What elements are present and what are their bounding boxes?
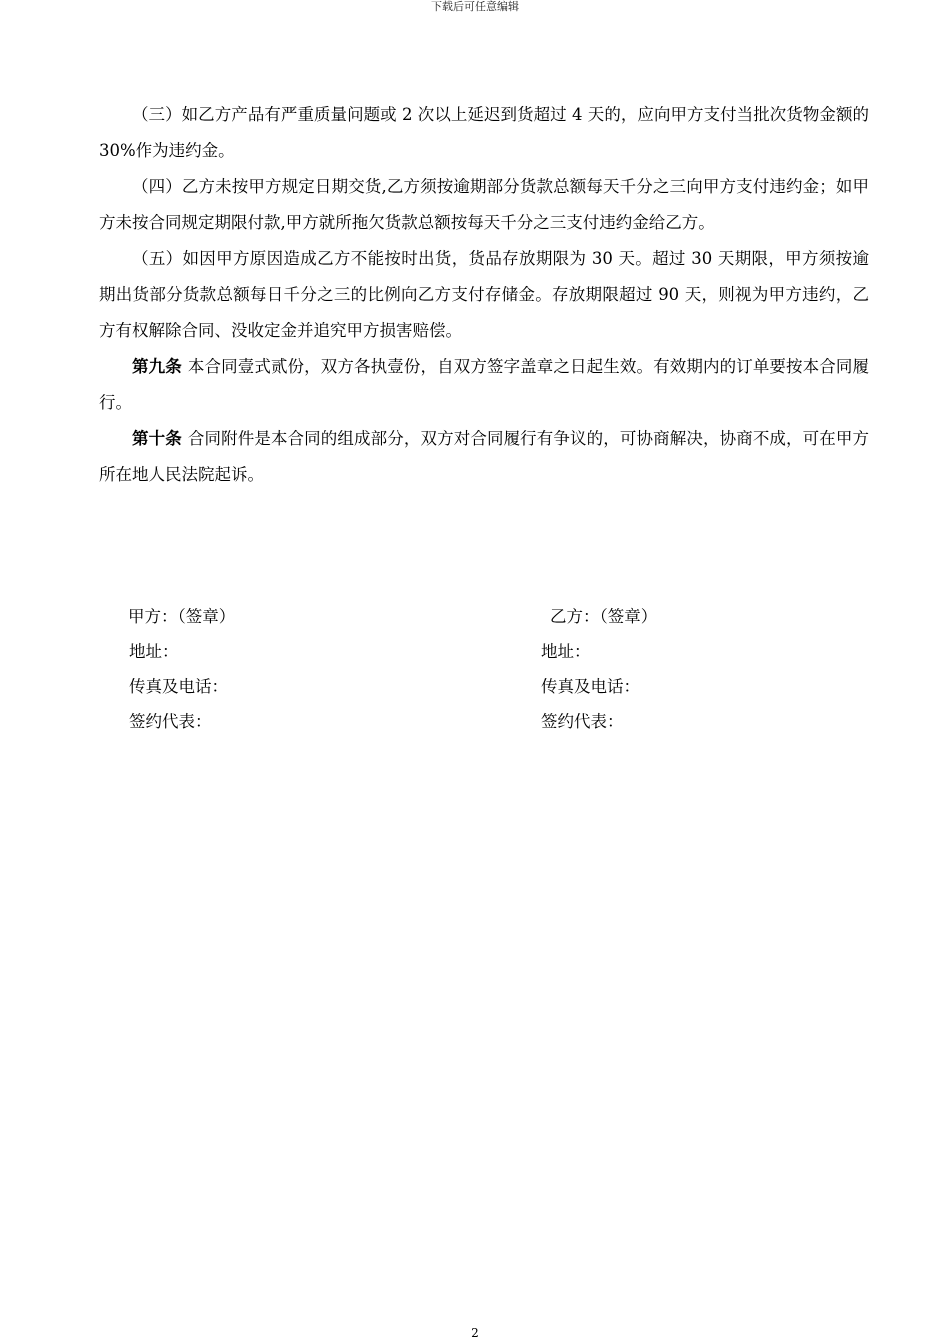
signature-row-title [129, 599, 869, 634]
signature-block [129, 599, 869, 739]
party-a-address-label: 地址： [129, 642, 179, 661]
party-a-representative-label: 签约代表： [129, 712, 212, 731]
clause-text: （五）如因甲方原因造成乙方不能按时出货，货品存放期限为 30 天。超过 30 天期限，甲方须按逾期出货部分货款总额每日千分之三的比例向乙方支付存储金。存放期限超过 90 天，则视为甲方违约，乙方有权解除合同、没收定金并追究甲方损害赔偿。 [99, 249, 869, 340]
clause-4-paragraph [99, 169, 869, 241]
clause-text: （三）如乙方产品有严重质量问题或 2 次以上延迟到货超过 4 天的，应向甲方支付当批次货物金额的 30%作为违约金。 [99, 105, 869, 160]
article-10-text: 合同附件是本合同的组成部分，双方对合同履行有争议的，可协商解决，协商不成，可在甲方所在地人民法院起诉。 [99, 429, 870, 484]
party-b-title: 乙方：（签章） [550, 607, 658, 626]
party-a-fax-phone-label: 传真及电话： [129, 677, 228, 696]
article-10-paragraph [99, 421, 869, 493]
signature-row-representative [129, 704, 869, 739]
clause-3-paragraph [99, 97, 869, 169]
article-10-heading: 第十条 [132, 429, 182, 448]
article-9-paragraph [99, 349, 869, 421]
page-header: 下载后可任意编辑 [431, 0, 519, 13]
party-b-representative-label: 签约代表： [541, 712, 624, 731]
article-9-heading: 第九条 [132, 357, 182, 376]
contract-body [99, 97, 869, 493]
clause-text: （四）乙方未按甲方规定日期交货,乙方须按逾期部分货款总额每天千分之三向甲方支付违约金；如甲方未按合同规定期限付款,甲方就所拖欠货款总额按每天千分之三支付违约金给乙方。 [99, 177, 869, 232]
article-9-text: 本合同壹式贰份，双方各执壹份，自双方签字盖章之日起生效。有效期内的订单要按本合同履行。 [99, 357, 870, 412]
party-a-title: 甲方：（签章） [128, 607, 236, 626]
party-b-fax-phone-label: 传真及电话： [541, 677, 640, 696]
party-b-address-label: 地址： [541, 642, 591, 661]
page-number: 2 [471, 1326, 479, 1340]
signature-row-fax-phone [129, 669, 869, 704]
signature-row-address [129, 634, 869, 669]
clause-5-paragraph [99, 241, 869, 349]
